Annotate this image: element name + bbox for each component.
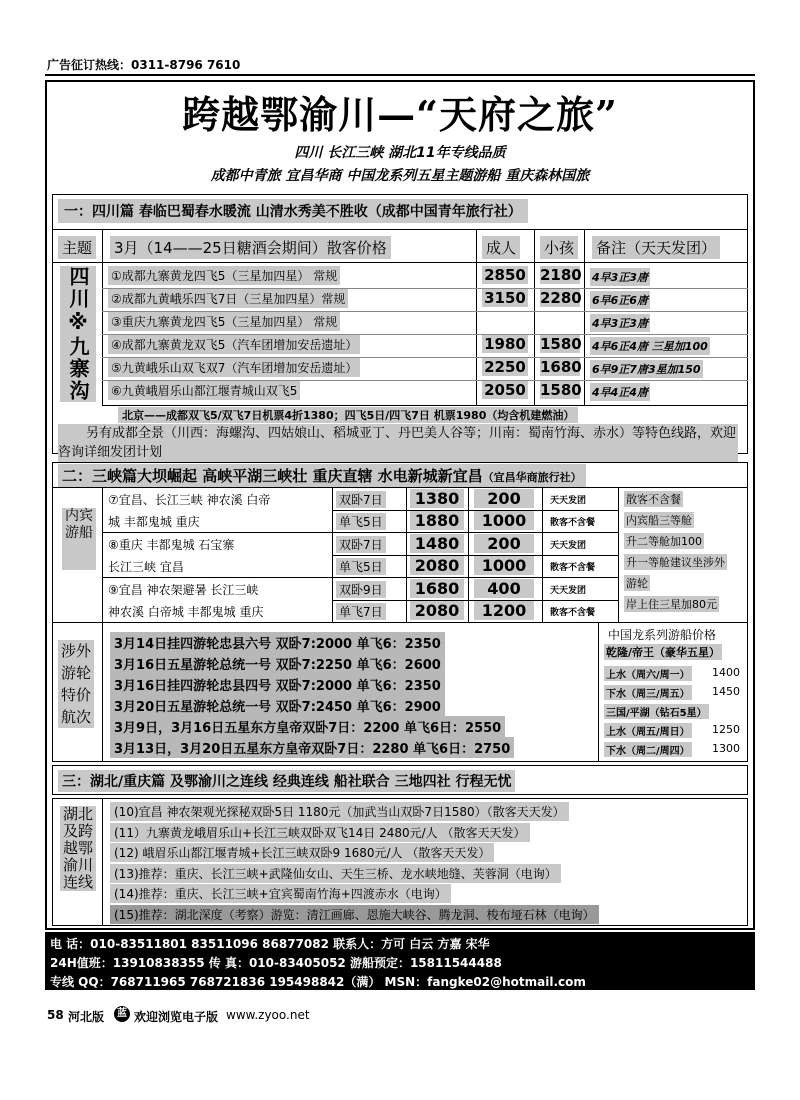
child-price: 2280 xyxy=(540,289,582,307)
page-title: 跨越鄂渝川—“天府之旅” xyxy=(182,92,618,137)
footer-url[interactable]: www.zyoo.net xyxy=(226,1008,310,1022)
child-price: 1680 xyxy=(540,358,582,376)
price-a-2: 2080 xyxy=(410,556,464,575)
adult-price: 2050 xyxy=(482,381,528,399)
tour-name: ③重庆九寨黄龙四飞5（三星加四星） 常规 xyxy=(108,312,340,331)
sichuan-side-label: 四川※九寨沟 xyxy=(60,266,96,402)
dragon-route: 上水（周六/周一） xyxy=(604,666,692,681)
trip-type-1: 双卧7日 xyxy=(336,536,386,553)
adult-price: 2250 xyxy=(482,358,528,376)
foreign-cruise-label: 涉外游轮特价航次 xyxy=(58,640,94,728)
route-line-1: ⑧重庆 丰都鬼城 石宝寨 xyxy=(108,538,235,552)
tour-name: ②成都九黄峨乐四飞7日（三星加四星）常规 xyxy=(108,289,348,308)
cabin-note: 升一等舱建议坐涉外 xyxy=(626,556,725,569)
top-rule xyxy=(45,74,755,76)
price-b-2: 1000 xyxy=(474,511,534,530)
cruise-departure: 3月14日挂四游轮忠县六号 双卧7:2000 单飞6：2350 xyxy=(110,632,445,653)
col-note: 备注（天天发团） xyxy=(592,236,720,259)
subtitle-line-2: 成都中青旅 宜昌华商 中国龙系列五星主题游船 重庆森林国旅 xyxy=(210,168,590,184)
edition-badge: 蓝 xyxy=(114,1006,130,1022)
footer-text: 欢迎浏览电子版 xyxy=(134,1010,219,1024)
child-price: 2180 xyxy=(540,266,582,284)
schedule-note-1: 天天发团 xyxy=(550,496,587,506)
price-a-1: 1680 xyxy=(410,579,464,598)
col-adult: 成人 xyxy=(482,236,520,259)
dragon-price: 1250 xyxy=(712,723,740,736)
dragon-price: 1300 xyxy=(712,742,740,755)
col-theme: 主题 xyxy=(58,236,96,259)
section-3-header: 三：湖北/重庆篇 及鄂渝川之连线 经典连线 船社联合 三地四社 行程无忧 xyxy=(58,770,515,792)
subtitle-line-1: 四川 长江三峡 湖北11年专线品质 xyxy=(294,145,506,161)
connection-route: (13)推荐：重庆、长江三峡+武隆仙女山、天生三桥、龙水峡地缝、芙蓉洞（电询） xyxy=(110,864,561,883)
section-2-header xyxy=(58,464,586,487)
route-line-2: 城 丰都鬼城 重庆 xyxy=(108,515,200,529)
ad-hotline: 广告征订热线：0311-8796 7610 xyxy=(47,58,241,72)
route-line-1: ⑨宜昌 神农架避暑 长江三峡 xyxy=(108,583,259,597)
trip-type-1: 双卧7日 xyxy=(336,491,386,508)
price-b-1: 400 xyxy=(474,579,534,598)
tour-note: 4早3正3唐 xyxy=(590,314,650,332)
connection-route: (15)推荐：湖北深度（考察）游览：清江画廊、恩施大峡谷、腾龙洞、梭布垭石林（电询） xyxy=(110,905,599,924)
section-2-agency: （宜昌华商旅行社） xyxy=(482,471,582,484)
page-number: 58 xyxy=(47,1008,64,1022)
contact-hotline: 24H值班：13910838355 传 真：010-83405052 游船预定：15811544488 xyxy=(50,956,502,970)
connection-route: (14)推荐：重庆、长江三峡+宜宾蜀南竹海+四渡赤水（电询） xyxy=(110,884,451,903)
beijing-line: 北京——成都双飞5/双飞7日机票4折1380；四飞5日/四飞7日 机票1980（均含机建燃油） xyxy=(118,407,578,423)
sichuan-extra: 另有成都全景（川西：海螺沟、四姑娘山、稻城亚丁、丹巴美人谷等；川南：蜀南竹海、赤水）等特色线路，欢迎咨询详细发团计划 xyxy=(58,426,737,460)
price-b-1: 200 xyxy=(474,534,534,553)
contact-phone: 电 话：010-83511801 83511096 86877082 联系人：方可 白云 方嘉 宋华 xyxy=(50,937,490,951)
contact-qq: 专线 QQ：768711965 768721836 195498842（满） MSN：fangke02@hotmail.com xyxy=(50,975,586,989)
dragon-route: 三国/平湖（钻石5星） xyxy=(604,704,709,719)
price-a-1: 1380 xyxy=(410,489,464,508)
cruise-departure: 3月9日，3月16日五星东方皇帝双卧7日：2200 单飞6日：2550 xyxy=(110,716,505,737)
connection-route: (12) 峨眉乐山都江堰青城+长江三峡双卧9 1680元/人 （散客天天发） xyxy=(110,843,494,862)
cabin-note: 内宾船三等舱 xyxy=(626,514,692,527)
connection-route: (11）九寨黄龙峨眉乐山+长江三峡双卧双飞14日 2480元/人 （散客天天发） xyxy=(110,823,530,842)
dragon-price: 1400 xyxy=(712,666,740,679)
schedule-note-2: 散客不含餐 xyxy=(550,563,596,573)
route-line-2: 神农溪 白帝城 丰都鬼城 重庆 xyxy=(108,605,264,619)
cruise-departure: 3月16日五星游轮总统一号 双卧7:2250 单飞6：2600 xyxy=(110,653,445,674)
price-b-2: 1000 xyxy=(474,556,534,575)
domestic-side-label: 内宾游船 xyxy=(62,508,96,570)
tour-note: 4早6正4唐 三星加100 xyxy=(590,337,710,355)
route-line-2: 长江三峡 宜昌 xyxy=(108,560,184,574)
tour-name: ⑥九黄峨眉乐山都江堰青城山双飞5 xyxy=(108,381,300,400)
cruise-departure: 3月13日，3月20日五星东方皇帝双卧7日：2280 单飞6日：2750 xyxy=(110,737,514,758)
adult-price: 1980 xyxy=(482,335,528,353)
cruise-departure: 3月20日五星游轮总统一号 双卧7:2450 单飞6：2900 xyxy=(110,695,445,716)
child-price: 1580 xyxy=(540,335,582,353)
section-2-title: 二：三峡篇大坝崛起 高峡平湖三峡壮 重庆直辖 水电新城新宜昌 xyxy=(62,467,483,485)
price-a-2: 2080 xyxy=(410,601,464,620)
hubei-side-label: 湖北及跨越鄂渝川连线 xyxy=(60,806,96,891)
tour-note: 4早3正3唐 xyxy=(590,268,650,286)
dragon-route: 下水（周二/周四） xyxy=(604,742,692,757)
price-a-2: 1880 xyxy=(410,511,464,530)
schedule-note-2: 散客不含餐 xyxy=(550,518,596,528)
tour-note: 6早6正6唐 xyxy=(590,291,650,309)
dragon-route: 下水（周三/周五） xyxy=(604,685,692,700)
trip-type-2: 单飞5日 xyxy=(336,558,386,575)
tour-note: 4早4正4唐 xyxy=(590,383,650,401)
price-b-2: 1200 xyxy=(474,601,534,620)
col-price: 3月（14——25日糖酒会期间）散客价格 xyxy=(110,236,391,259)
trip-type-2: 单飞7日 xyxy=(336,603,386,620)
adult-price: 3150 xyxy=(482,289,528,307)
connection-route: (10)宜昌 神农架观光探秘双卧5日 1180元（加武当山双卧7日1580）（散客天天发） xyxy=(110,802,569,821)
route-line-1: ⑦宜昌、长江三峡 神农溪 白帝 xyxy=(108,493,271,507)
edition: 河北版 xyxy=(68,1010,105,1024)
dragon-sub: 乾隆/帝王（豪华五星） xyxy=(606,646,721,659)
trip-type-2: 单飞5日 xyxy=(336,513,386,530)
tour-name: ④成都九寨黄龙双飞5（汽车团增加安岳遗址） xyxy=(108,335,360,354)
price-b-1: 200 xyxy=(474,489,534,508)
price-a-1: 1480 xyxy=(410,534,464,553)
col-child: 小孩 xyxy=(540,236,578,259)
tour-note: 6早9正7唐3星加150 xyxy=(590,360,703,378)
dragon-route: 上水（周五/周日） xyxy=(604,723,692,738)
cabin-note: 升二等舱加100 xyxy=(626,535,702,548)
dragon-price: 1450 xyxy=(712,685,740,698)
cabin-note: 游轮 xyxy=(626,577,648,590)
cabin-note: 散客不含餐 xyxy=(626,493,681,506)
tour-name: ①成都九寨黄龙四飞5（三星加四星） 常规 xyxy=(108,266,340,285)
section-1-header: 一：四川篇 春临巴蜀春水暖流 山清水秀美不胜收（成都中国青年旅行社） xyxy=(58,199,528,223)
schedule-note-2: 散客不含餐 xyxy=(550,608,596,618)
adult-price: 2850 xyxy=(482,266,528,284)
schedule-note-1: 天天发团 xyxy=(550,541,587,551)
tour-name: ⑤九黄峨乐山双飞双7（汽车团增加安岳遗址） xyxy=(108,358,360,377)
trip-type-1: 双卧9日 xyxy=(336,581,386,598)
schedule-note-1: 天天发团 xyxy=(550,586,587,596)
cruise-departure: 3月16日挂四游轮忠县四号 双卧7:2000 单飞6：2350 xyxy=(110,674,445,695)
child-price: 1580 xyxy=(540,381,582,399)
cabin-note: 岸上住三星加80元 xyxy=(626,598,717,611)
dragon-title: 中国龙系列游船价格 xyxy=(608,628,717,642)
